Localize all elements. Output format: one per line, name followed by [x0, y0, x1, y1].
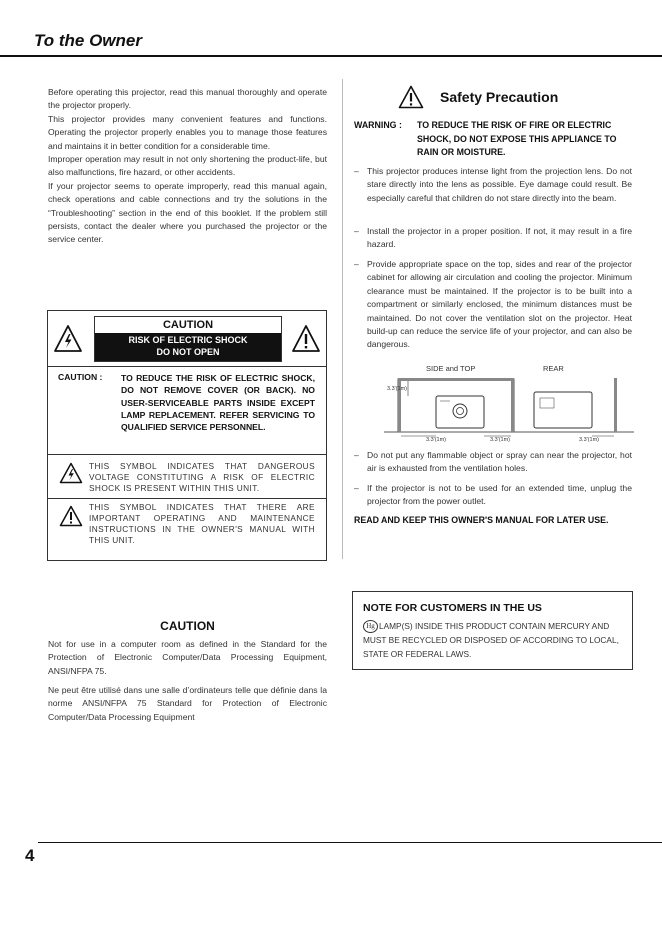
- caution-divider: [48, 498, 326, 499]
- note-title: NOTE FOR CUSTOMERS IN THE US: [363, 602, 542, 614]
- intro-paragraph: Improper operation may result in not only shortening the product-life, but also malfunctions, fire hazard, or other accidents.: [48, 154, 327, 178]
- bullet-text: This projector produces intense light from the projection lens. Do not stare directly into the lens as possible. Eye damage could result. Be especially careful that children do not stare directly into the beam.: [367, 166, 632, 203]
- note-body: LAMP(S) INSIDE THIS PRODUCT CONTAIN MERCURY AND MUST BE RECYCLED OR DISPOSED OF ACCORDING TO LOCAL, STATE OR FEDERAL LAWS.: [363, 621, 619, 660]
- bullet-text: Do not put any flammable object or spray can near the projector, hot air is exhausted from the ventilation holes.: [367, 450, 632, 474]
- intro-paragraph: Before operating this projector, read this manual thoroughly and operate the projector properly.: [48, 87, 327, 111]
- mercury-icon: Hg: [363, 620, 378, 633]
- caution-box: [47, 310, 327, 561]
- bullet-text: If the projector is not to be used for an extended time, unplug the projector from the power outlet.: [367, 483, 632, 507]
- symbol2-text: THIS SYMBOL INDICATES THAT THERE ARE IMPORTANT OPERATING AND MAINTENANCE INSTRUCTIONS IN THE OWNER'S MANUAL WITH THIS UNIT.: [89, 502, 315, 545]
- bullet-text: Provide appropriate space on the top, sides and rear of the projector cabinet for allowing air circulation and cooling the projector. Minimum clearance must be maintained. If the projector is to be built into a compartment or similarly enclosed, the minimum distances must be maintained. Do not cover the ventilation slot on the projector. Heat build-up can reduce the service life of your projector, and can also be dangerous.: [367, 259, 632, 350]
- diagram-dim-rear: 3.3'(1m): [579, 437, 599, 443]
- caution-divider: [48, 366, 326, 367]
- electric-shock-symbol-icon: [59, 462, 83, 484]
- warning-text: TO REDUCE THE RISK OF FIRE OR ELECTRIC SHOCK, DO NOT EXPOSE THIS APPLIANCE TO RAIN OR MOISTURE.: [417, 120, 617, 158]
- bullet-dash: –: [354, 166, 359, 176]
- exclamation-warning-icon: [291, 324, 321, 354]
- footer-rule: [38, 842, 662, 843]
- bullet-dash: –: [354, 483, 359, 493]
- diagram-dim-left: 3.3'(1m): [426, 437, 446, 443]
- electric-shock-warning-icon: [53, 324, 83, 354]
- list-item: [354, 225, 632, 252]
- caution-title: CAUTION: [162, 319, 214, 331]
- exclamation-symbol-icon: [59, 505, 83, 527]
- caution-divider: [48, 454, 326, 455]
- caution-text: TO REDUCE THE RISK OF ELECTRIC SHOCK, DO NOT REMOVE COVER (OR BACK). NO USER-SERVICEABLE PARTS INSIDE EXCEPT LAMP REPLACEMENT. REFER SERVICING TO QUALIFIED SERVICE PERSONNEL.: [121, 373, 315, 433]
- warning-label: WARNING :: [354, 120, 402, 130]
- list-item: [354, 449, 632, 476]
- caution2-title: CAUTION: [160, 619, 215, 633]
- intro-paragraph: If your projector seems to operate improperly, read this manual again, check operations and cable connections and try the solutions in the “Troubleshooting” section in the end of this booklet. If the problem still persists, contact the dealer where you purchased the projector or the service center.: [48, 180, 327, 245]
- list-item: [354, 482, 632, 509]
- page-number: 4: [25, 846, 35, 865]
- bullet-text: Install the projector in a proper position. If not, it may result in a fire hazard.: [367, 226, 632, 250]
- intro-text: [48, 86, 327, 247]
- list-item: [354, 165, 632, 205]
- bullet-dash: –: [354, 226, 359, 236]
- note-box: [352, 591, 633, 670]
- clearance-diagram: [384, 374, 634, 440]
- read-keep-notice: READ AND KEEP THIS OWNER'S MANUAL FOR LATER USE.: [354, 515, 609, 525]
- caution2-text-fr: Ne peut être utilisé dans une salle d’ordinateurs telle que définie dans la norme ANSI/NFPA 75 Standard for Protection of Electronic Computer/Data Processing Equipment: [48, 685, 327, 722]
- bullet-dash: –: [354, 450, 359, 460]
- caution-subtitle-line1: RISK OF ELECTRIC SHOCK: [128, 335, 248, 345]
- note-text: [363, 619, 625, 661]
- caution-subtitle-line2: DO NOT OPEN: [156, 346, 220, 357]
- bullet-dash: –: [354, 259, 359, 269]
- safety-title: Safety Precaution: [440, 89, 559, 105]
- caution-header: [94, 316, 282, 362]
- column-divider: [342, 79, 343, 559]
- caution-label: CAUTION :: [58, 372, 103, 382]
- caution-subtitle: [95, 333, 281, 361]
- diagram-dim-right: 3.3'(1m): [490, 437, 510, 443]
- diagram-side-label: SIDE and TOP: [426, 364, 476, 373]
- diagram-dim-top: 3.3'(1m): [387, 386, 407, 392]
- header-rule: [0, 55, 662, 57]
- intro-paragraph: This projector provides many convenient features and functions. Operating the projector properly enables you to manage those features and maintains it in better condition for a considerable time.: [48, 113, 327, 151]
- caution2-text-en: Not for use in a computer room as defined in the Standard for the Protection of Electronic Computer/Data Processing Equipment, ANSI/NFPA 75.: [48, 639, 327, 676]
- symbol1-text: THIS SYMBOL INDICATES THAT DANGEROUS VOLTAGE CONSTITUTING A RISK OF ELECTRIC SHOCK IS PRESENT WITHIN THIS UNIT.: [89, 461, 315, 493]
- list-item: [354, 258, 632, 352]
- safety-warning-icon: [398, 85, 424, 109]
- diagram-rear-label: REAR: [543, 364, 564, 373]
- page-title: To the Owner: [34, 31, 142, 50]
